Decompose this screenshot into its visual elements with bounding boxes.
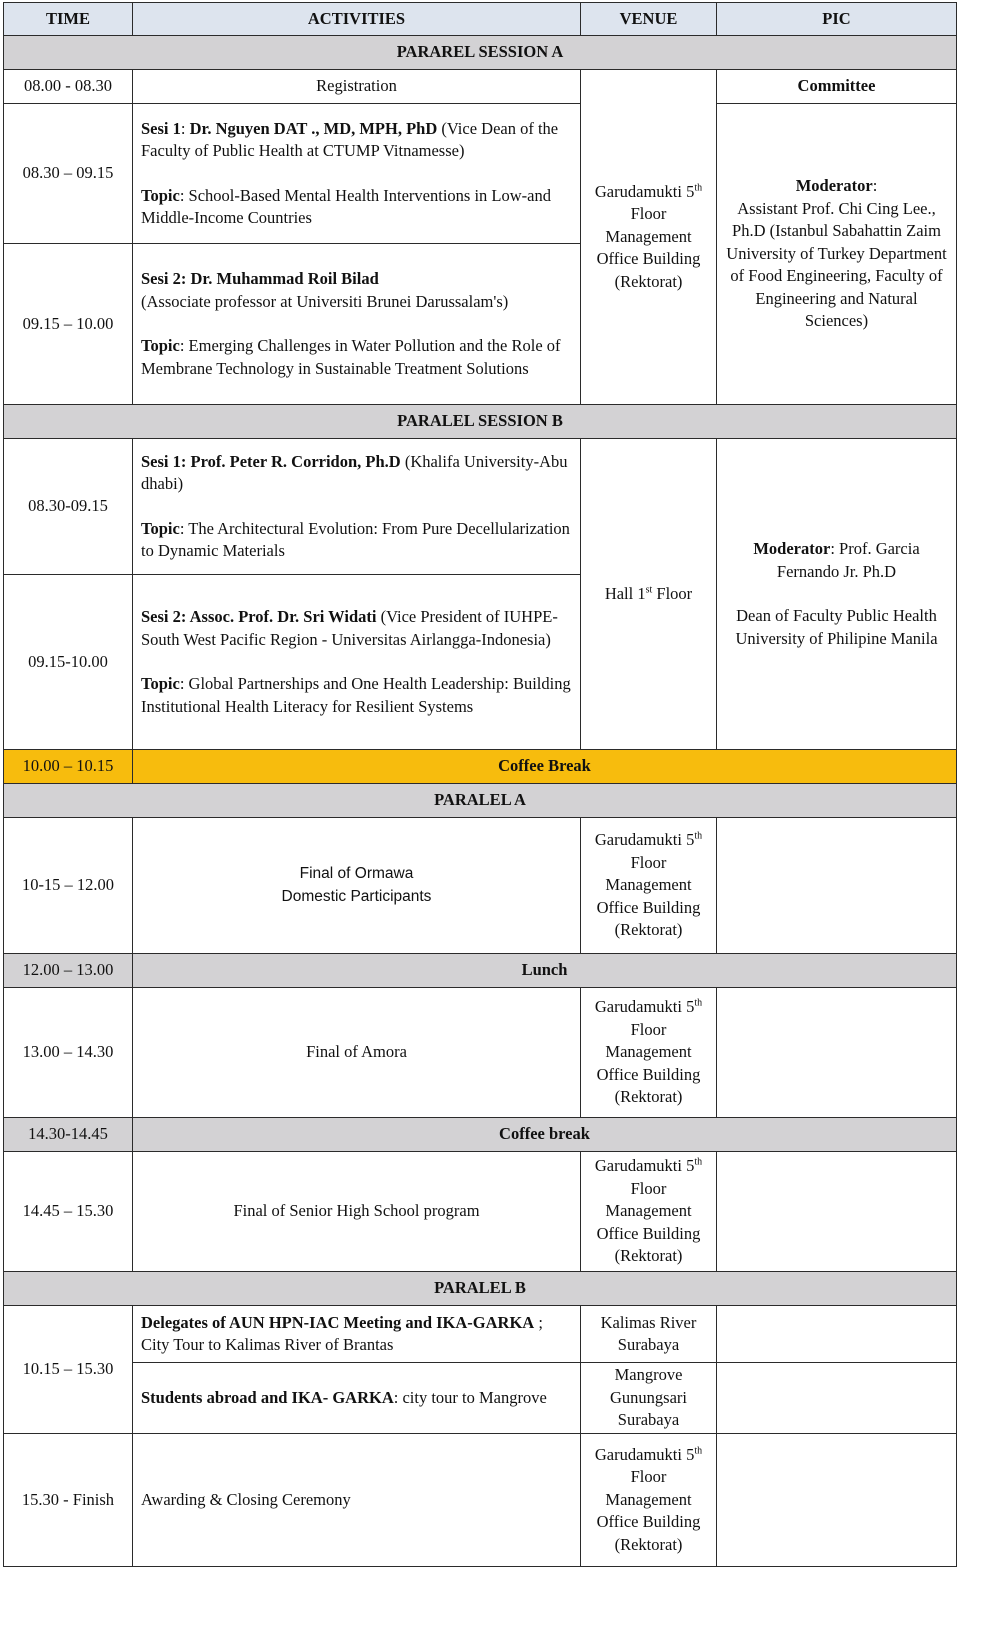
venue-cell: Mangrove Gunungsari Surabaya (581, 1363, 717, 1434)
activity-cell: Registration (133, 70, 581, 104)
tour-description: ; City Tour to Kalimas River of Brantas (141, 1312, 543, 1354)
pic-cell (717, 1152, 957, 1272)
time-cell: 15.30 - Finish (4, 1434, 133, 1567)
moderator-label: Moderator (753, 539, 831, 558)
activity-cell (133, 244, 581, 405)
venue-rest: Floor Management Office Building (Rektorat) (596, 1019, 701, 1107)
tour-description: : city tour to Mangrove (393, 1387, 547, 1407)
sesi-colon: : (180, 269, 191, 288)
topic-text: : The Architectural Evolution: From Pure Decellularization to Dynamic Materials (141, 518, 570, 560)
sesi-colon: : (180, 451, 191, 471)
activity-cell (133, 818, 581, 954)
sesi-label: Sesi 2 (141, 269, 181, 288)
table-row (4, 988, 957, 1118)
tour-group: Students abroad and IKA- GARKA (141, 1387, 394, 1407)
time-cell: 10.15 – 15.30 (4, 1306, 133, 1434)
table-row (4, 1363, 957, 1434)
section-row (4, 784, 957, 818)
moderator-colon: : (872, 176, 878, 196)
break-row (4, 1118, 957, 1152)
speaker-name: Assoc. Prof. Dr. Sri Widati (189, 607, 377, 626)
pic-cell (717, 104, 957, 405)
break-label: Coffee Break (133, 750, 957, 784)
time-cell: 13.00 – 14.30 (4, 988, 133, 1118)
venue-cell (581, 1152, 717, 1272)
speaker-affiliation: (Vice Dean of the Faculty of Public Health at CTUMP Vitnamesse) (141, 118, 559, 160)
section-row (4, 1272, 957, 1306)
venue-sup: th (694, 1445, 703, 1457)
time-cell: 14.45 – 15.30 (4, 1152, 133, 1272)
activity-cell: Final of Amora (133, 988, 581, 1118)
pic-cell (717, 1306, 957, 1363)
topic-text: : Global Partnerships and One Health Leadership: Building Institutional Health Literacy for Resilient Systems (141, 674, 571, 716)
venue-sup: th (694, 1156, 703, 1168)
venue-rest: Floor (652, 583, 693, 603)
venue-cell (581, 439, 717, 750)
venue-prefix: Garudamukti 5 (594, 1444, 695, 1464)
section-title-session-a: PARAREL SESSION A (4, 36, 957, 70)
venue-prefix: Garudamukti 5 (594, 997, 695, 1017)
activity-cell (133, 575, 581, 750)
activity-cell (133, 1306, 581, 1363)
table-row (4, 70, 957, 104)
section-row (4, 36, 957, 70)
venue-rest: Floor Management Office Building (Rektorat) (596, 1178, 701, 1266)
speaker-affiliation: (Vice President of IUHPE-South West Pacific Region - Universitas Airlangga-Indonesia) (141, 607, 558, 649)
topic-text: : Emerging Challenges in Water Pollution and the Role of Membrane Technology in Sustainable Treatment Solutions (141, 336, 561, 378)
venue-cell: Kalimas River Surabaya (581, 1306, 717, 1363)
pic-cell: Committee (717, 70, 957, 104)
header-activities: ACTIVITIES (133, 3, 581, 36)
time-cell: 10-15 – 12.00 (4, 818, 133, 954)
venue-rest: Floor Management Office Building (Rektorat) (596, 852, 701, 940)
venue-sup: th (694, 997, 703, 1009)
table-row (4, 439, 957, 575)
pic-cell (717, 1363, 957, 1434)
table-row (4, 1152, 957, 1272)
moderator-label: Moderator (795, 176, 873, 196)
time-cell: 08.30 – 09.15 (4, 104, 133, 244)
sesi-colon: : (180, 118, 190, 138)
sesi-label: Sesi 1 (141, 118, 181, 138)
venue-cell (581, 70, 717, 405)
pic-cell (717, 439, 957, 750)
activity-line: Domestic Participants (281, 887, 432, 905)
tour-group: Delegates of AUN HPN-IAC Meeting and IKA-GARKA (141, 1312, 535, 1332)
topic-label: Topic (141, 336, 180, 355)
moderator-text: : Prof. Garcia Fernando Jr. Ph.D (776, 539, 920, 581)
pic-cell (717, 1434, 957, 1567)
topic-label: Topic (141, 518, 180, 538)
time-cell: 08.30-09.15 (4, 439, 133, 575)
venue-rest: Floor Management Office Building (Rektorat) (596, 204, 701, 291)
time-cell: 09.15 – 10.00 (4, 244, 133, 405)
header-row (4, 3, 957, 36)
break-label: Lunch (133, 954, 957, 988)
activity-cell: Awarding & Closing Ceremony (133, 1434, 581, 1567)
table-row (4, 1306, 957, 1363)
time-cell: 09.15-10.00 (4, 575, 133, 750)
break-row (4, 954, 957, 988)
venue-prefix: Garudamukti 5 (594, 830, 695, 850)
break-label: Coffee break (133, 1118, 957, 1152)
activity-cell (133, 104, 581, 244)
venue-sup: st (645, 584, 653, 596)
section-title-session-b: PARALEL SESSION B (4, 405, 957, 439)
venue-cell (581, 1434, 717, 1567)
time-cell: 10.00 – 10.15 (4, 750, 133, 784)
activity-cell (133, 1363, 581, 1434)
table-row (4, 818, 957, 954)
speaker-affiliation: (Khalifa University-Abu dhabi) (141, 451, 568, 493)
activity-cell (133, 439, 581, 575)
moderator-text: Assistant Prof. Chi Cing Lee., Ph.D (Istanbul Sabahattin Zaim University of Turkey Department of Food Engineering, Faculty of Engineering and Natural Sciences) (726, 198, 947, 331)
venue-prefix: Garudamukti 5 (594, 181, 695, 201)
activity-cell: Final of Senior High School program (133, 1152, 581, 1272)
venue-cell (581, 818, 717, 954)
venue-prefix: Garudamukti 5 (594, 1156, 695, 1176)
table-row (4, 1434, 957, 1567)
sesi-colon: : (180, 607, 190, 626)
header-pic: PIC (717, 3, 957, 36)
sesi-label: Sesi 2 (141, 607, 181, 626)
sesi-label: Sesi 1 (141, 451, 181, 471)
speaker-name: Prof. Peter R. Corridon, Ph.D (190, 451, 401, 471)
section-row (4, 405, 957, 439)
table-row (4, 104, 957, 244)
pic-cell (717, 988, 957, 1118)
section-title-paralel-a: PARALEL A (4, 784, 957, 818)
venue-cell (581, 988, 717, 1118)
activity-line: Final of Ormawa (299, 865, 414, 882)
time-cell: 08.00 - 08.30 (4, 70, 133, 104)
speaker-affiliation: (Associate professor at Universiti Brunei Darussalam's) (141, 291, 509, 311)
topic-label: Topic (141, 185, 180, 205)
venue-rest: Floor Management Office Building (Rektorat) (596, 1467, 701, 1554)
header-time: TIME (4, 3, 133, 36)
time-cell: 12.00 – 13.00 (4, 954, 133, 988)
break-row (4, 750, 957, 784)
pic-cell (717, 818, 957, 954)
time-cell: 14.30-14.45 (4, 1118, 133, 1152)
moderator-dean: Dean of Faculty Public Health University of Philipine Manila (735, 606, 938, 648)
venue-sup: th (694, 182, 703, 194)
speaker-name: Dr. Muhammad Roil Bilad (190, 269, 379, 288)
venue-sup: th (694, 830, 703, 842)
header-venue: VENUE (581, 3, 717, 36)
topic-label: Topic (141, 674, 180, 693)
venue-prefix: Hall 1 (604, 583, 646, 603)
schedule-table (3, 2, 957, 1567)
speaker-name: Dr. Nguyen DAT ., MD, MPH, PhD (189, 118, 438, 138)
section-title-paralel-b: PARALEL B (4, 1272, 957, 1306)
topic-text: : School-Based Mental Health Interventions in Low-and Middle-Income Countries (141, 185, 551, 227)
